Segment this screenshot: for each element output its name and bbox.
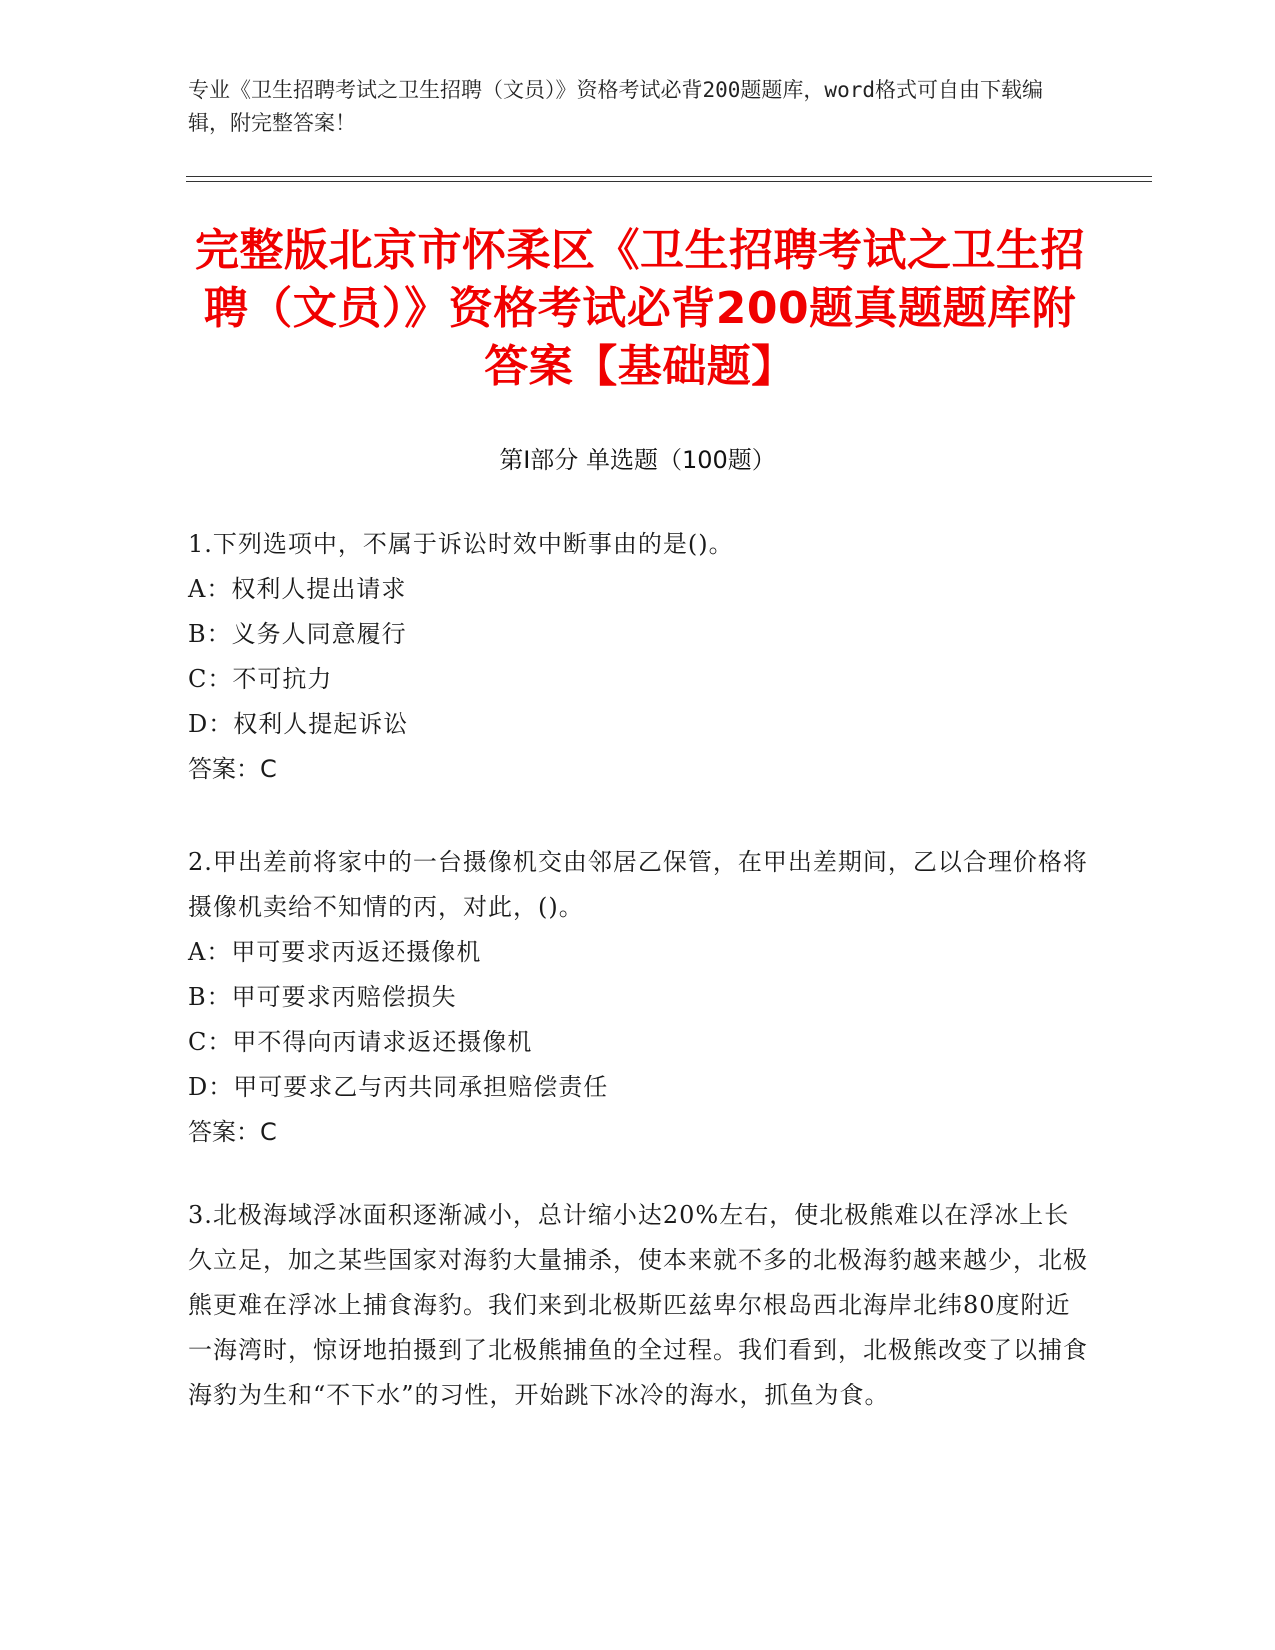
question-1 [188,522,1088,792]
header-divider-bottom [186,181,1152,182]
document-title: 完整版北京市怀柔区《卫生招聘考试之卫生招聘（文员）》资格考试必背200题真题题库附答案【基础题】 [195,225,1085,392]
option-c: C：不可抗力 [188,665,333,693]
option-a: A：甲可要求丙返还摄像机 [188,938,482,966]
option-c: C：甲不得向丙请求返还摄像机 [188,1028,533,1056]
header-note: 专业《卫生招聘考试之卫生招聘（文员）》资格考试必背200题题库，word格式可自由下载编辑，附完整答案！ [188,78,1043,135]
option-a: A：权利人提出请求 [188,575,407,603]
answer: 答案：C [188,1118,277,1146]
option-d: D：权利人提起诉讼 [188,710,409,738]
header-divider-top [186,176,1152,177]
section-title: 第Ⅰ部分 单选题（100题） [499,446,776,474]
option-b: B：义务人同意履行 [188,620,407,648]
answer: 答案：C [188,755,277,783]
option-b: B：甲可要求丙赔偿损失 [188,983,457,1011]
question-stem: 2.甲出差前将家中的一台摄像机交由邻居乙保管，在甲出差期间，乙以合理价格将摄像机卖给不知情的丙，对此，()。 [188,848,1088,921]
question-3 [188,1193,1088,1418]
question-stem: 1.下列选项中，不属于诉讼时效中断事由的是()。 [188,530,734,558]
question-stem: 3.北极海域浮冰面积逐渐减小，总计缩小达20%左右，使北极熊难以在浮冰上长久立足，加之某些国家对海豹大量捕杀，使本来就不多的北极海豹越来越少，北极熊更难在浮冰上捕食海豹。我们来到北极斯匹兹卑尔根岛西北海岸北纬80度附近一海湾时，惊讶地拍摄到了北极熊捕鱼的全过程。我们看到，北极熊改变了以捕食海豹为生和“不下水”的习性，开始跳下冰冷的海水，抓鱼为食。 [188,1201,1088,1409]
question-2 [188,840,1088,1155]
option-d: D：甲可要求乙与丙共同承担赔偿责任 [188,1073,609,1101]
